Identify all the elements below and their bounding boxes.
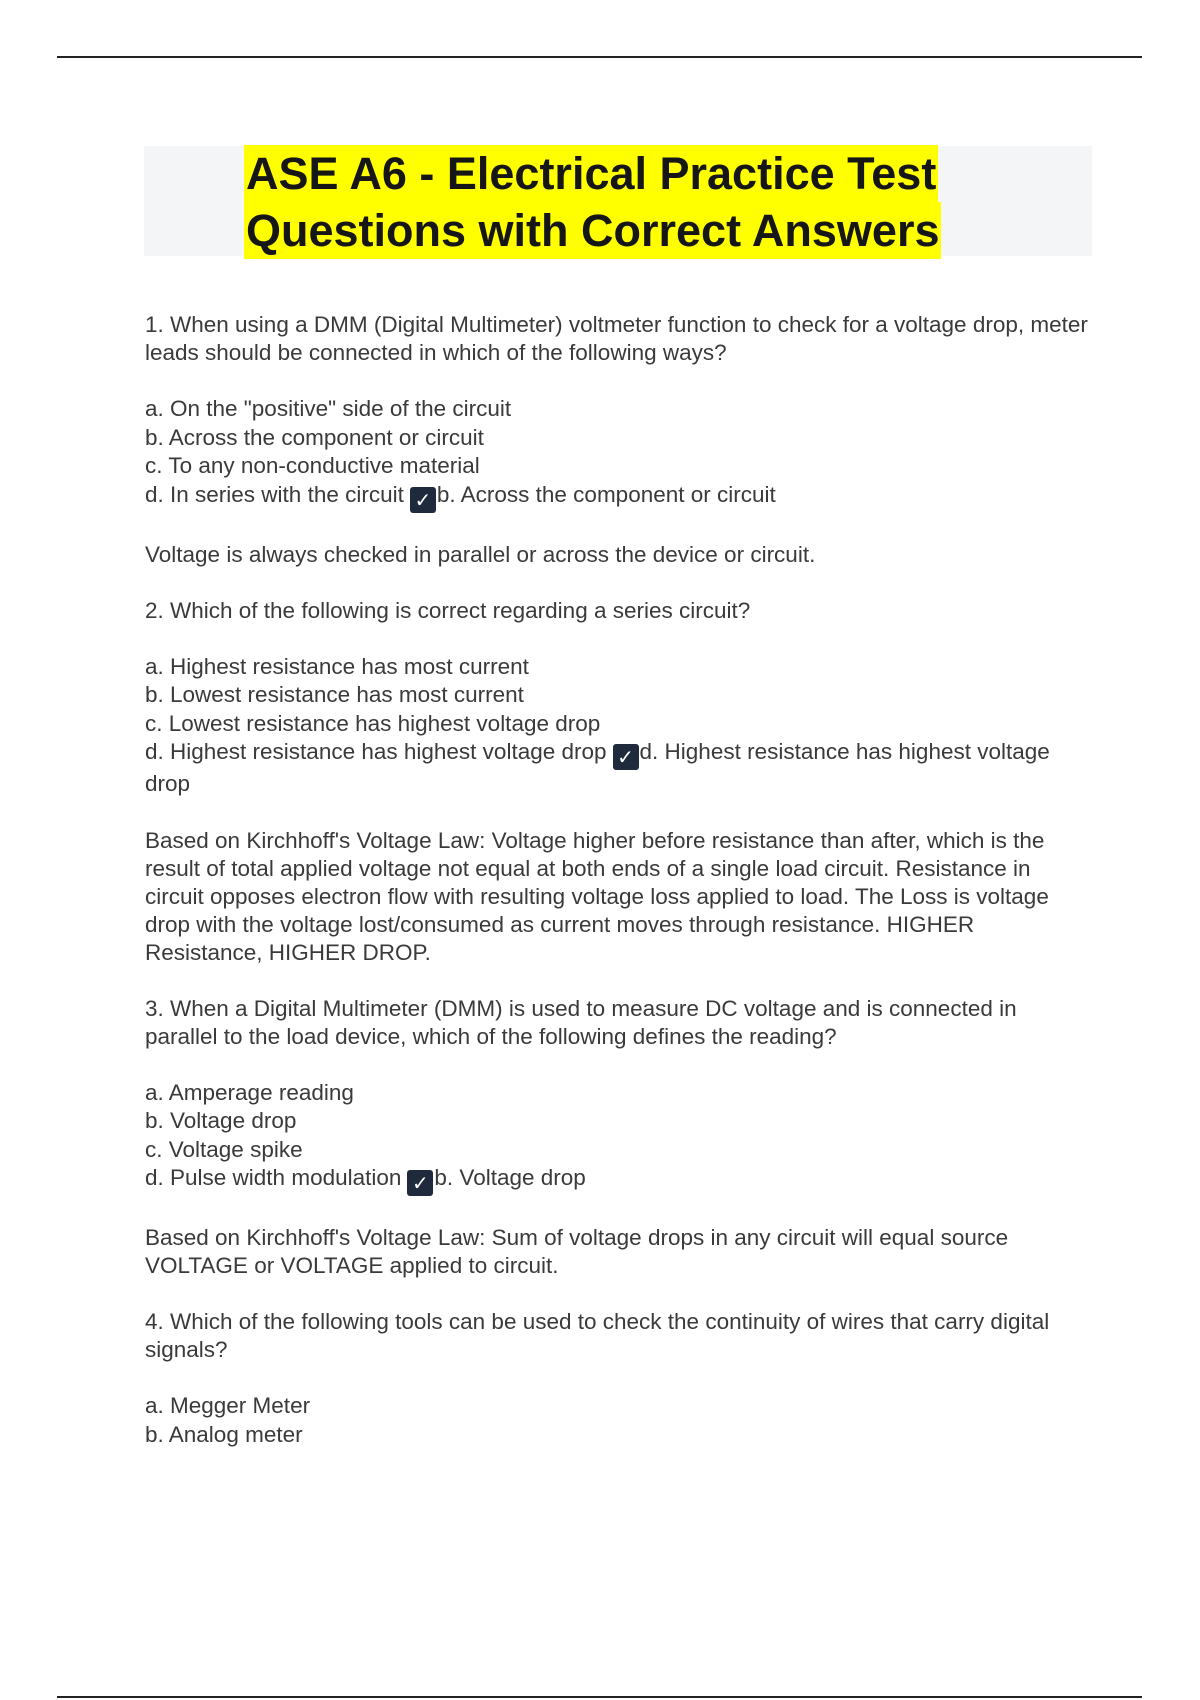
answer-explanation: Voltage is always checked in parallel or across the device or circuit. — [145, 541, 816, 567]
question-block-2 — [145, 597, 1095, 967]
option-c: c. Lowest resistance has highest voltage drop — [145, 710, 601, 736]
option-list — [145, 1079, 1095, 1197]
check-box-icon: ✓ — [407, 1170, 433, 1196]
option-list — [145, 1392, 1095, 1449]
question-text: 2. Which of the following is correct regarding a series circuit? — [145, 597, 751, 623]
check-box-icon: ✓ — [410, 487, 436, 513]
question-text: 4. Which of the following tools can be used to check the continuity of wires that carry digital signals? — [145, 1309, 1050, 1362]
question-text: 1. When using a DMM (Digital Multimeter) voltmeter function to check for a voltage drop, meter leads should be connected in which of the following ways? — [145, 312, 1088, 365]
option-a: a. Amperage reading — [145, 1079, 354, 1105]
top-divider — [57, 56, 1142, 58]
option-a: a. On the "positive" side of the circuit — [145, 396, 512, 421]
correct-answer: b. Across the component or circuit — [436, 481, 776, 507]
question-block-1 — [145, 311, 1095, 569]
option-d-with-answer — [145, 1164, 1095, 1196]
title-line-1: ASE A6 - Electrical Practice Test — [244, 145, 938, 202]
option-d: d. Highest resistance has highest voltage drop — [145, 739, 607, 764]
question-text: 3. When a Digital Multimeter (DMM) is used to measure DC voltage and is connected in parallel to the load device, which of the following defines the reading? — [145, 995, 1017, 1049]
question-block-4 — [145, 1308, 1095, 1449]
option-c: c. Voltage spike — [145, 1136, 303, 1162]
answer-explanation: Based on Kirchhoff's Voltage Law: Voltage higher before resistance than after, which is the result of total applied voltage not equal at both ends of a single load circuit. Resistance in circuit opposes electron flow with resulting voltage loss applied to load. The Loss is voltage drop with the voltage lost/consumed as current moves through resistance. HIGHER Resistance, HIGHER DROP. — [145, 827, 1049, 965]
option-c: c. To any non-conductive material — [145, 453, 480, 478]
option-list — [145, 653, 1095, 799]
answer-explanation: Based on Kirchhoff's Voltage Law: Sum of voltage drops in any circuit will equal source VOLTAGE or VOLTAGE applied to circuit. — [145, 1225, 1009, 1278]
option-b: b. Analog meter — [145, 1421, 303, 1447]
correct-answer: b. Voltage drop — [434, 1165, 586, 1190]
title-line-2: Questions with Correct Answers — [244, 202, 941, 259]
option-list — [145, 395, 1095, 513]
check-box-icon: ✓ — [613, 744, 639, 770]
option-b: b. Across the component or circuit — [145, 424, 484, 450]
option-a: a. Highest resistance has most current — [145, 653, 529, 679]
option-b: b. Voltage drop — [145, 1108, 297, 1133]
option-d: d. Pulse width modulation — [145, 1165, 402, 1190]
option-d: d. In series with the circuit — [145, 481, 404, 507]
option-d-with-answer — [145, 481, 1095, 513]
correct-answer: d. Highest resistance has highest voltage drop — [145, 739, 1050, 796]
question-block-3 — [145, 995, 1095, 1281]
question-list — [145, 311, 1095, 1449]
option-a: a. Megger Meter — [145, 1393, 311, 1418]
option-b: b. Lowest resistance has most current — [145, 682, 524, 707]
document-title — [244, 145, 1004, 259]
bottom-divider — [57, 1696, 1142, 1698]
option-d-with-answer — [145, 738, 1095, 799]
